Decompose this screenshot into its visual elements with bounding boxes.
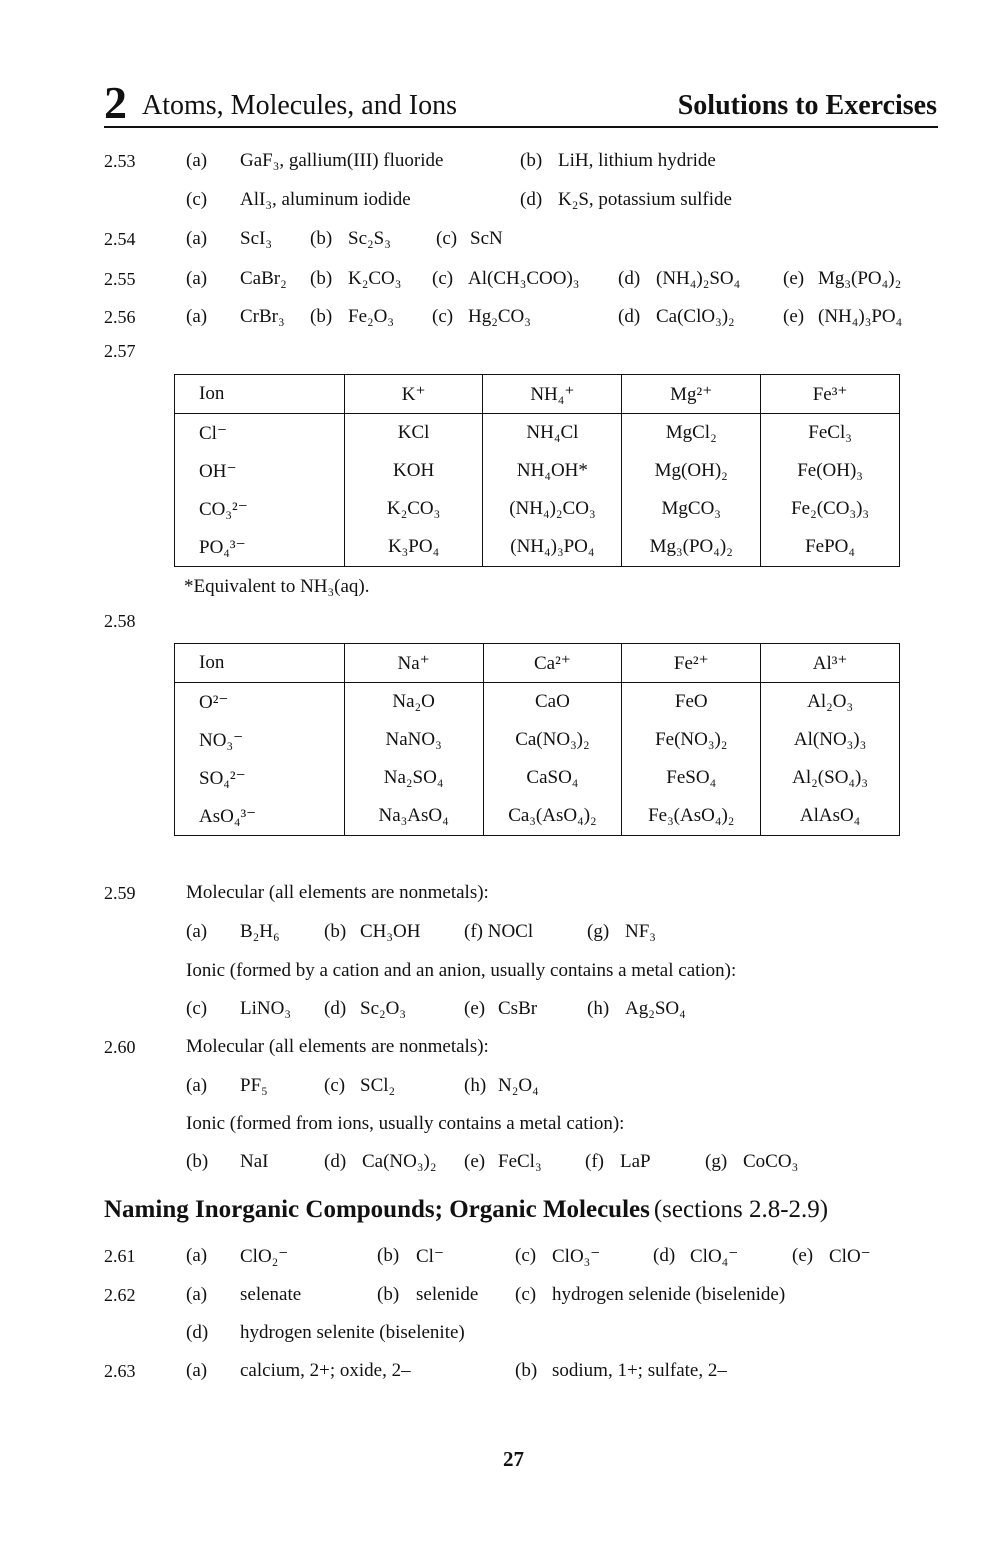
- item-label: (e): [464, 998, 486, 1019]
- item-label: (f): [585, 1151, 604, 1172]
- item-label: (a): [186, 150, 208, 171]
- item-label: (d): [324, 1151, 347, 1172]
- table-cell: MgCO₃: [622, 490, 761, 528]
- table-cell: K₂CO₃: [344, 490, 483, 528]
- table-header-cell: K⁺: [344, 375, 483, 414]
- answer-text: selenate: [240, 1284, 302, 1305]
- item-label: (e): [783, 268, 805, 289]
- answer-text: NF₃: [625, 921, 656, 942]
- answer-text: CoCO₃: [743, 1151, 799, 1172]
- item-label: (b): [310, 228, 333, 249]
- section-title: Naming Inorganic Compounds; Organic Molecules: [104, 1196, 650, 1223]
- table-header-cell: NH₄⁺: [483, 375, 622, 414]
- answer-text: LaP: [620, 1151, 651, 1172]
- answer-text: ClO₄⁻: [690, 1246, 739, 1267]
- table-cell: Fe(NO₃)₂: [622, 721, 761, 759]
- answer-text: ClO⁻: [829, 1246, 871, 1267]
- item-label: (c): [432, 268, 454, 289]
- answer-text: Ca(NO₃)₂: [362, 1151, 437, 1172]
- table-cell: O²⁻: [175, 683, 345, 722]
- answer-text: hydrogen selenide (biselenide): [552, 1284, 786, 1305]
- table-header-cell: Fe³⁺: [761, 375, 900, 414]
- table-cell: NaNO₃: [344, 721, 483, 759]
- item-label: (h): [587, 998, 610, 1019]
- item-label: (b): [515, 1360, 538, 1381]
- table-cell: Fe(OH)₃: [761, 452, 900, 490]
- table-row: [175, 490, 900, 528]
- table-header-row: [175, 644, 900, 683]
- item-label: (b): [310, 306, 333, 327]
- table-row: [175, 452, 900, 490]
- category-heading: Molecular (all elements are nonmetals):: [186, 882, 489, 903]
- ion-compound-table-2-57: [174, 374, 900, 567]
- item-label: (d): [186, 1322, 209, 1343]
- table-cell: OH⁻: [175, 452, 345, 490]
- exercise-number: 2.58: [104, 611, 136, 631]
- table-cell: AlAsO₄: [761, 797, 900, 836]
- item-label: (e): [783, 306, 805, 327]
- table-cell: Cl⁻: [175, 414, 345, 453]
- item-label: (g): [587, 921, 610, 942]
- answer-text: ClO₃⁻: [552, 1246, 601, 1267]
- table-cell: NH₄Cl: [483, 414, 622, 453]
- item-label: (b): [377, 1245, 400, 1266]
- answer-text: Cl⁻: [416, 1246, 444, 1267]
- table-header-cell: Mg²⁺: [622, 375, 761, 414]
- table-cell: CaO: [483, 683, 622, 722]
- table-cell: AsO₄³⁻: [175, 797, 345, 836]
- table-cell: Fe₂(CO₃)₃: [761, 490, 900, 528]
- item-label: (c): [432, 306, 454, 327]
- item-label: (e): [792, 1245, 814, 1266]
- table-cell: Mg₃(PO₄)₂: [622, 528, 761, 567]
- table-cell: (NH₄)₂CO₃: [483, 490, 622, 528]
- item-label: (c): [515, 1284, 537, 1305]
- item-label: (c): [324, 1075, 346, 1096]
- table-cell: FeCl₃: [761, 414, 900, 453]
- running-head: Solutions to Exercises: [677, 90, 937, 121]
- answer-text: B₂H₆: [240, 921, 280, 942]
- exercise-number: 2.56: [104, 307, 136, 327]
- table-header-cell: Ion: [175, 644, 345, 683]
- item-label: (d): [520, 189, 543, 210]
- table-cell: CO₃²⁻: [175, 490, 345, 528]
- answer-text: Fe₂O₃: [348, 306, 394, 327]
- item-label: (a): [186, 268, 208, 289]
- table-cell: Fe₃(AsO₄)₂: [622, 797, 761, 836]
- table-cell: Al(NO₃)₃: [761, 721, 900, 759]
- table-row: [175, 759, 900, 797]
- item-label: (c): [186, 998, 208, 1019]
- table-cell: Al₂O₃: [761, 683, 900, 722]
- answer-text: (NH₄)₃PO₄: [818, 306, 903, 327]
- table-row: [175, 528, 900, 567]
- item-label: (b): [377, 1284, 400, 1305]
- exercise-number: 2.53: [104, 151, 136, 171]
- category-heading: Ionic (formed by a cation and an anion, usually contains a metal cation):: [186, 960, 737, 981]
- table-header-cell: Ca²⁺: [483, 644, 622, 683]
- table-cell: FePO₄: [761, 528, 900, 567]
- item-label: (c): [436, 228, 458, 249]
- answer-text: SCl₂: [360, 1075, 396, 1096]
- exercise-number: 2.57: [104, 341, 136, 361]
- exercise-number: 2.60: [104, 1037, 136, 1057]
- item-label: (b): [186, 1151, 209, 1172]
- table-row: [175, 414, 900, 453]
- exercise-number: 2.55: [104, 269, 136, 289]
- table-cell: Na₃AsO₄: [344, 797, 483, 836]
- table-header-cell: Al³⁺: [761, 644, 900, 683]
- table-cell: Na₂SO₄: [344, 759, 483, 797]
- answer-text: hydrogen selenite (biselenite): [240, 1322, 465, 1343]
- table-cell: Na₂O: [344, 683, 483, 722]
- answer-text: LiNO₃: [240, 998, 291, 1019]
- answer-text: Sc₂O₃: [360, 998, 406, 1019]
- answer-text: K₂S, potassium sulfide: [558, 189, 732, 210]
- exercise-number: 2.62: [104, 1285, 136, 1305]
- table-header-row: [175, 375, 900, 414]
- answer-text: ScN: [470, 228, 503, 249]
- answer-text: ClO₂⁻: [240, 1246, 289, 1267]
- table-cell: KCl: [344, 414, 483, 453]
- item-label: (a): [186, 1075, 208, 1096]
- table-cell: Ca₃(AsO₄)₂: [483, 797, 622, 836]
- item-label: (b): [324, 921, 347, 942]
- answer-text: ScI₃: [240, 228, 272, 249]
- item-label: (g): [705, 1151, 728, 1172]
- answer-text: Ag₂SO₄: [625, 998, 686, 1019]
- exercise-number: 2.59: [104, 883, 136, 903]
- item-label: (c): [186, 189, 208, 210]
- header-rule: [104, 126, 938, 128]
- item-label: (h): [464, 1075, 487, 1096]
- answer-text: Sc₂S₃: [348, 228, 391, 249]
- ion-compound-table-2-58: [174, 643, 900, 836]
- table-header-cell: Fe²⁺: [622, 644, 761, 683]
- table-cell: Ca(NO₃)₂: [483, 721, 622, 759]
- item-label: (a): [186, 1245, 208, 1266]
- item-label: (d): [618, 306, 641, 327]
- chapter-number: 2: [104, 77, 127, 128]
- item-label: (b): [310, 268, 333, 289]
- table-cell: FeO: [622, 683, 761, 722]
- answer-text: (NH₄)₂SO₄: [656, 268, 741, 289]
- table-cell: Al₂(SO₄)₃: [761, 759, 900, 797]
- answer-text: CrBr₃: [240, 306, 285, 327]
- item-label: (a): [186, 1284, 208, 1305]
- answer-text: NaI: [240, 1151, 269, 1172]
- answer-text: Hg₂CO₃: [468, 306, 531, 327]
- table-header-cell: Ion: [175, 375, 345, 414]
- item-label: (a): [186, 228, 208, 249]
- answer-text: CsBr: [498, 998, 538, 1019]
- item-label: (d): [324, 998, 347, 1019]
- item-label: (a): [186, 921, 208, 942]
- answer-text: selenide: [416, 1284, 479, 1305]
- section-subtitle: (sections 2.8-2.9): [653, 1196, 829, 1223]
- table-cell: SO₄²⁻: [175, 759, 345, 797]
- table-cell: NO₃⁻: [175, 721, 345, 759]
- item-label: (d): [618, 268, 641, 289]
- table-cell: Mg(OH)₂: [622, 452, 761, 490]
- category-heading: Ionic (formed from ions, usually contains a metal cation):: [186, 1113, 625, 1134]
- table-cell: KOH: [344, 452, 483, 490]
- answer-text: sodium, 1+; sulfate, 2–: [552, 1360, 727, 1381]
- answer-text: N₂O₄: [498, 1075, 539, 1096]
- exercise-number: 2.54: [104, 229, 136, 249]
- answer-text: K₂CO₃: [348, 268, 402, 289]
- table-cell: CaSO₄: [483, 759, 622, 797]
- table-cell: K₃PO₄: [344, 528, 483, 567]
- answer-text: calcium, 2+; oxide, 2–: [240, 1360, 411, 1381]
- answer-text: Ca(ClO₃)₂: [656, 306, 735, 327]
- exercise-number: 2.61: [104, 1246, 136, 1266]
- answer-text: FeCl₃: [498, 1151, 542, 1172]
- item-label: (d): [653, 1245, 676, 1266]
- chapter-title: Atoms, Molecules, and Ions: [142, 90, 457, 121]
- answer-text: LiH, lithium hydride: [558, 150, 716, 171]
- answer-text: Al(CH₃COO)₃: [468, 268, 580, 289]
- item-label: (c): [515, 1245, 537, 1266]
- exercise-number: 2.63: [104, 1361, 136, 1381]
- answer-text: PF₅: [240, 1075, 268, 1096]
- table-footnote: *Equivalent to NH₃(aq).: [184, 576, 370, 597]
- section-heading: [104, 1196, 828, 1224]
- table-cell: FeSO₄: [622, 759, 761, 797]
- table-row: [175, 683, 900, 722]
- table-row: [175, 797, 900, 836]
- table-cell: (NH₄)₃PO₄: [483, 528, 622, 567]
- item-label: (a): [186, 306, 208, 327]
- table-cell: MgCl₂: [622, 414, 761, 453]
- answer-text: AlI₃, aluminum iodide: [240, 189, 411, 210]
- answer-text: GaF₃, gallium(III) fluoride: [240, 150, 444, 171]
- answer-text: CH₃OH: [360, 921, 421, 942]
- table-cell: NH₄OH*: [483, 452, 622, 490]
- item-label: (e): [464, 1151, 486, 1172]
- table-row: [175, 721, 900, 759]
- answer-text: CaBr₂: [240, 268, 287, 289]
- answer-text: (f) NOCl: [464, 921, 534, 942]
- table-header-cell: Na⁺: [344, 644, 483, 683]
- page-number: 27: [503, 1447, 524, 1471]
- item-label: (a): [186, 1360, 208, 1381]
- table-cell: PO₄³⁻: [175, 528, 345, 567]
- answer-text: Mg₃(PO₄)₂: [818, 268, 902, 289]
- category-heading: Molecular (all elements are nonmetals):: [186, 1036, 489, 1057]
- item-label: (b): [520, 150, 543, 171]
